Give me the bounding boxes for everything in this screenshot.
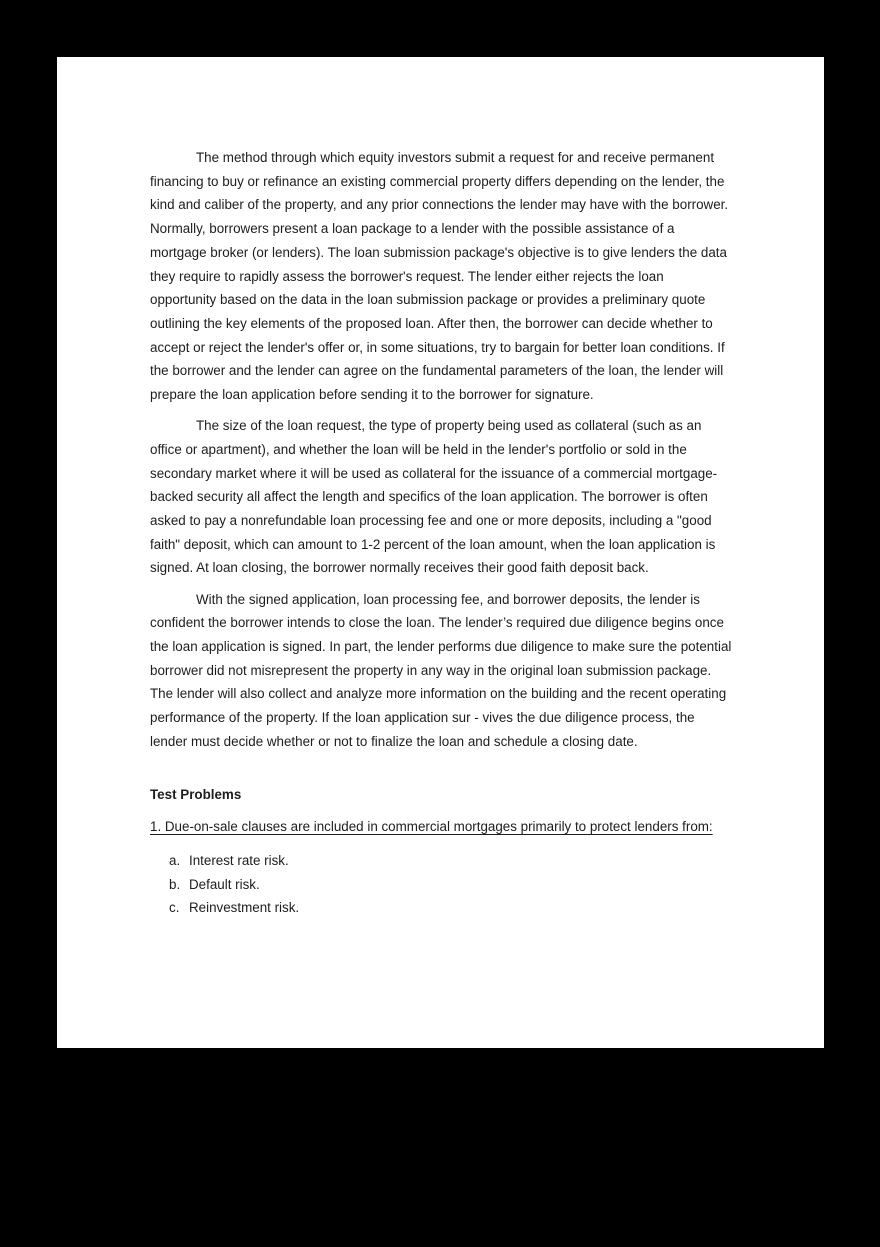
option-a-text: Interest rate risk.: [189, 852, 289, 868]
paragraph-due-diligence: With the signed application, loan processing fee, and borrower deposits, the lender is confident the borrower intends to close the loan. The lender’s required due diligence begins once the loan application is signed. In part, the lender performs due diligence to make sure the potential borrower did not misrepresent the property in any way in the original loan submission package. The lender will also collect and analyze more information on the building and the recent operating performance of the property. If the loan application sur - vives the due diligence process, the lender must decide whether or not to finalize the loan and schedule a closing date.: [150, 591, 732, 749]
answer-options-list: [150, 849, 732, 920]
option-c-marker: c.: [169, 900, 180, 916]
option-c-text: Reinvestment risk.: [189, 900, 300, 916]
document-page: [57, 57, 824, 1048]
paragraph-loan-application-specifics: The size of the loan request, the type of property being used as collateral (such as an office or apartment), and whether the loan will be held in the lender's portfolio or sold in the secondary market where it will be used as collateral for the issuance of a commercial mortgage-backed security all affect the length and specifics of the loan application. The borrower is often asked to pay a nonrefundable loan processing fee and one or more deposits, including a "good faith" deposit, which can amount to 1-2 percent of the loan amount, when the loan application is signed. At loan closing, the borrower normally receives their good faith deposit back.: [150, 418, 718, 576]
option-c: [150, 896, 732, 920]
option-b-text: Default risk.: [189, 876, 260, 892]
test-problems-heading: Test Problems: [150, 786, 242, 802]
option-b-marker: b.: [169, 876, 181, 892]
document-content: [150, 146, 732, 920]
option-b: [150, 873, 732, 897]
option-a: [150, 849, 732, 873]
paragraph-loan-request-process: The method through which equity investors submit a request for and receive permanent financing to buy or refinance an existing commercial property differs depending on the lender, the kind and caliber of the property, and any prior connections the lender may have with the borrower. Normally, borrowers present a loan package to a lender with the possible assistance of a mortgage broker (or lenders). The loan submission package's objective is to give lenders the data they require to rapidly assess the borrower's request. The lender either rejects the loan opportunity based on the data in the loan submission package or provides a preliminary quote outlining the key elements of the proposed loan. After then, the borrower can decide whether to accept or reject the lender's offer or, in some situations, try to bargain for better loan conditions. If the borrower and the lender can agree on the fundamental parameters of the loan, the lender will prepare the loan application before sending it to the borrower for signature.: [150, 150, 729, 403]
question-1: 1. Due-on-sale clauses are included in commercial mortgages primarily to protect lenders from:: [150, 818, 713, 834]
option-a-marker: a.: [169, 852, 181, 868]
